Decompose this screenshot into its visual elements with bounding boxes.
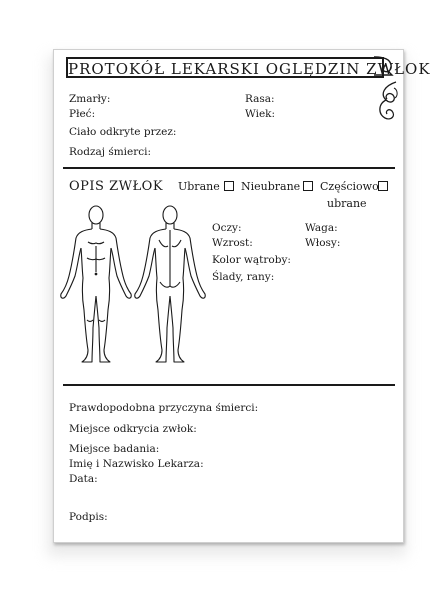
field-oczy: Oczy: <box>212 222 242 234</box>
body-back-icon <box>132 202 208 368</box>
field-cialo-odkryte: Ciało odkryte przez: <box>69 126 177 138</box>
option-label-ubrane: Ubrane <box>178 180 220 193</box>
checkbox-ubrane[interactable] <box>224 181 234 191</box>
field-wzrost: Wzrost: <box>212 237 253 249</box>
banner-scroll-icon <box>374 55 396 81</box>
field-data: Data: <box>69 473 98 485</box>
field-zmarly: Zmarły: <box>69 93 111 105</box>
field-rodzaj-smierci: Rodzaj śmierci: <box>69 146 152 158</box>
checkbox-czesciowo-ubrane[interactable] <box>378 181 388 191</box>
form-sheet <box>53 49 431 543</box>
body-front-icon <box>58 202 134 368</box>
checkbox-nieubrane[interactable] <box>303 181 313 191</box>
field-wiek: Wiek: <box>245 108 276 120</box>
divider-bottom <box>63 384 395 386</box>
option-label-ubrane-2: ubrane <box>327 197 367 210</box>
option-label-nieubrane: Nieubrane <box>241 180 301 193</box>
field-plec: Płeć: <box>69 108 96 120</box>
field-podpis: Podpis: <box>69 511 108 523</box>
field-waga: Waga: <box>305 222 338 234</box>
field-imie-nazwisko-lekarza: Imię i Nazwisko Lekarza: <box>69 458 204 470</box>
field-miejsce-odkrycia: Miejsce odkrycia zwłok: <box>69 423 197 435</box>
flourish-ornament-icon <box>376 80 400 122</box>
field-kolor-watroby: Kolor wątroby: <box>212 254 291 266</box>
divider-top <box>63 167 395 169</box>
field-przyczyna-smierci: Prawdopodobna przyczyna śmierci: <box>69 402 259 414</box>
title-banner <box>66 57 431 78</box>
section-title-opis-zwlok: OPIS ZWŁOK <box>69 179 164 194</box>
field-miejsce-badania: Miejsce badania: <box>69 443 160 455</box>
page-title: PROTOKÓŁ LEKARSKI OGLĘDZIN ZWŁOK <box>68 60 431 78</box>
field-wlosy: Włosy: <box>305 237 341 249</box>
field-slady-rany: Ślady, rany: <box>212 271 275 283</box>
option-label-czesciowo: Częściowo <box>320 180 379 193</box>
field-rasa: Rasa: <box>245 93 275 105</box>
